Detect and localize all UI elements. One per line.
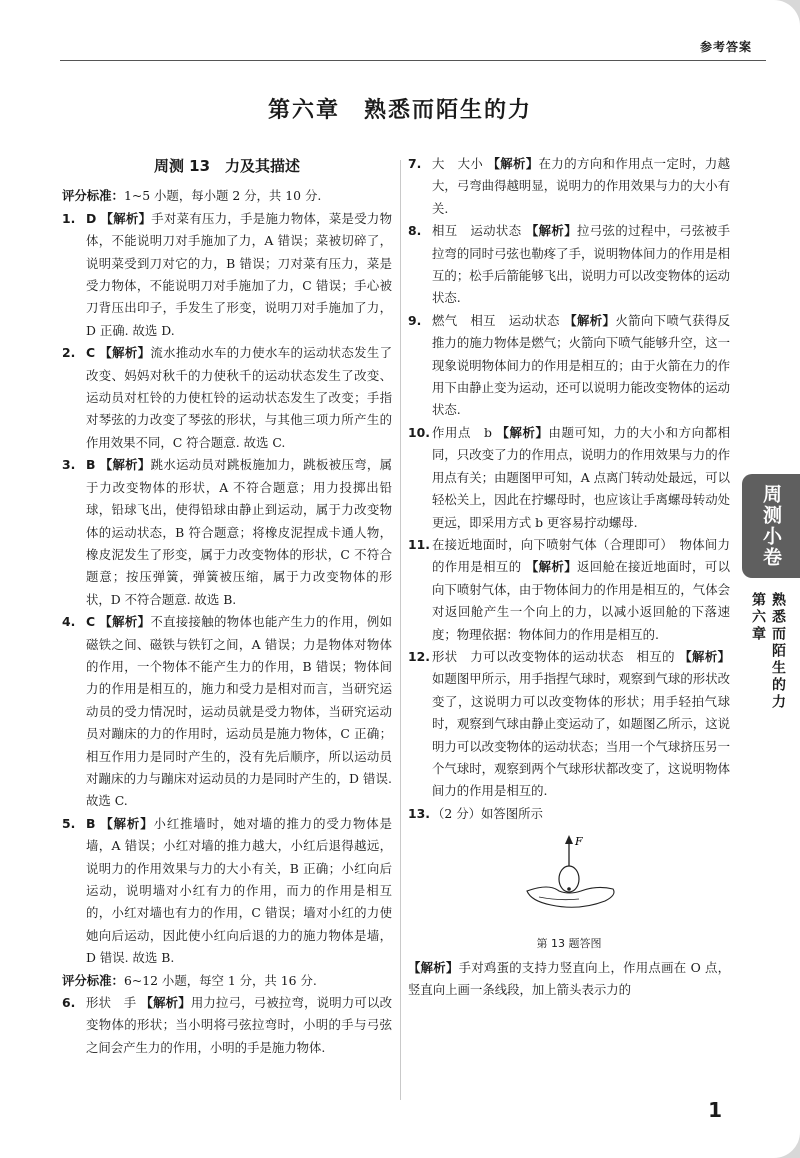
scoring-text: 1~5 小题，每小题 2 分，共 10 分. [123,188,322,204]
answer-item [62,454,392,611]
item-number: 2. [62,345,76,361]
answer-item-13 [408,803,730,825]
item-number: 10. [408,424,430,440]
answer-item [408,646,730,803]
item-number: 1. [62,210,76,226]
item-number: 9. [408,312,422,328]
left-column [62,153,392,1059]
item-number: 11. [408,536,430,552]
item-number: 6. [62,995,76,1011]
item-text: 由题可知，力的大小和方向都相同，只改变了力的作用点，说明力的作用效果与力的作用点有关；由题图甲可知，A 点离门转动处最远，可以轻松关上，因此在拧螺母时，也应该让手离螺母转动处更远，即采用方式 b 更容易拧动螺母. [432,424,731,530]
item-text: 不直接接触的物体也能产生力的作用，例如磁铁之间、磁铁与铁钉之间，A 错误；力是物体对物体的作用，一个物体不能产生力的作用，B 错误；物体间力的作用是相互的，施力和受力是相对而言，当研究运动员的受力情况时，运动员就是受力物体，当研究运动员对蹦床的力的作用时，运动员是施力物体，C 正确；相互作用力是同时产生的，没有先后顺序，所以运动员对蹦床的力与蹦床对运动员的力是同时产生的，D 错误. 故选 C. [86,614,393,809]
item-text: 流水推动水车的力使水车的运动状态发生了改变、妈妈对秋千的力使秋千的运动状态发生了改变、运动员对杠铃的力使杠铃的运动状态发生了改变；手指对琴弦的力改变了琴弦的形状，与其他三项力所产生的作用效果不同，C 符合题意. 故选 C. [86,345,393,450]
item-number: 12. [408,648,430,664]
right-items [408,153,730,803]
answer-item [408,422,730,534]
analysis-tag: 【解析】 [100,815,154,831]
item-13-analysis [408,957,730,1002]
side-tab: 周测小卷 [742,474,800,578]
analysis-tag: 【解析】 [140,995,191,1011]
item-body [86,992,392,1059]
item-answer: C [86,345,96,361]
item-body [86,342,392,454]
item-answer: 燃气 相互 运动状态 [432,312,560,328]
answer-item-6 [62,992,392,1059]
item-text: （2 分）如答图所示 [432,805,543,821]
item-body [432,422,730,534]
item-text: 在力的方向和作用点一定时，力越大，弓弯曲得越明显，说明力的作用效果与力的大小有关. [432,156,731,216]
answer-item [62,611,392,813]
side-chapter-title: 熟悉而陌生的力 [770,592,786,711]
item-text: 火箭向下喷气获得反推力的施力物体是燃气；火箭向下喷气能够升空，这一现象说明物体间力的作用是相互的；由于火箭在力的作用下由静止变为运动，还可以说明力能改变物体的运动状态. [432,312,731,418]
item-body [432,646,730,803]
item-body [86,208,392,342]
analysis-tag: 【解析】 [525,223,577,239]
item-text: 手对菜有压力，手是施力物体，菜是受力物体，不能说明刀对手施加了力，A 错误；菜被切碎了，说明菜受到刀对它的力，B 错误；刀对菜有压力，菜是受力物体，不能说明刀对手施加了力，C 错误；手心被刀背压出印子，手发生了形变，说明刀对手施加了力，D 正确. 故选 D. [86,210,392,338]
answer-item [408,153,730,220]
item-text: 如题图甲所示，用手指捏气球时，观察到气球的形状改变了，这说明力可以改变物体的形状；用手轻拍气球时，观察到气球由静止变运动了，如题图乙所示，这说明力可以改变物体的运动状态；当用一个气球挤压另一个气球时，观察到两个气球形状都改变了，这说明物体间力的作用是相互的. [432,671,730,799]
item-body [86,611,392,813]
item-text: 跳水运动员对跳板施加力，跳板被压弯，属于力改变物体的形状，A 不符合题意；用力投掷出铅球，铅球飞出，使得铅球由静止到运动，属于力改变物体的运动状态，B 符合题意；将橡皮泥捏成卡通人物，橡皮泥发生了形变，属于力改变物体的形状，C 不符合题意；按压弹簧，弹簧被压缩，属于力改变物体的形状，D 不符合题意. 故选 B. [86,457,393,607]
answer-item [62,208,392,342]
item-text: 用力拉弓，弓被拉弯，说明力可以改变物体的形状；当小明将弓弦拉弯时，小明的手与弓弦之间会产生力的作用，小明的手是施力物体. [86,995,392,1055]
scoring-label: 评分标准： [62,972,124,988]
answer-item [408,310,730,422]
item-text: 拉弓弦的过程中，弓弦被手拉弯的同时弓弦也勒疼了手，说明物体间力的作用是相互的；松手后箭能够飞出，说明力可以改变物体的运动状态. [432,223,731,306]
analysis-tag: 【解析】 [99,614,151,630]
column-divider [400,160,401,1100]
item-answer: D [86,210,97,226]
item-number: 8. [408,223,422,239]
chapter-title: 第六章 熟悉而陌生的力 [267,98,532,123]
item-body [432,534,730,646]
force-arrow-head [565,835,573,844]
item-answer: 相互 运动状态 [432,223,522,239]
section-title: 周测 13 力及其描述 [153,157,301,175]
action-point [567,887,571,891]
left-items [62,208,392,970]
header-label: 参考答案 [699,40,752,54]
scoring-standard-1 [62,185,392,207]
analysis-tag: 【解析】 [496,424,549,440]
item-number: 7. [408,156,422,171]
page-number: 1 [708,1098,722,1122]
item-body [432,310,730,422]
item-answer: 形状 力可以改变物体的运动状态 相互的 [432,648,675,664]
header-rule [60,60,766,61]
answer-item [408,534,730,646]
item-number: 3. [62,457,76,473]
right-column [408,153,730,1002]
item-answer: 形状 手 [86,995,137,1011]
figure-caption: 第 13 题答图 [536,936,602,950]
analysis-tag: 【解析】 [99,345,151,361]
figure-13 [408,831,730,930]
item-number: 5. [62,815,76,831]
item-body [86,813,392,970]
answer-item [408,220,730,310]
item-answer: B [86,457,96,473]
analysis-tag: 【解析】 [99,457,151,473]
item-answer: 在接近地面时，向下喷射气体（合理即可） 物体间力的作用是相互的 [432,536,730,575]
item-body [432,220,730,310]
item-answer: B [86,815,96,831]
item-answer: 大 大小 [432,156,484,171]
item-body [432,153,730,220]
item-text: 小红推墙时，她对墙的推力的受力物体是墙，A 错误；小红对墙的推力越大，小红后退得越远，说明力的作用效果与力的大小有关，B 正确；小红向后运动，说明墙对小红有力的作用，而力的作用是相互的，小红对墙也有力的作用，C 错误；墙对小红的力使她向后运动，因此使小红向后退的力的施力物体是墙，D 错误. 故选 B. [86,815,393,966]
analysis-tag: 【解析】 [564,312,616,328]
item-number: 4. [62,614,76,630]
item-answer: C [86,614,96,630]
item-answer: 作用点 b [432,424,492,440]
side-chapter-label: 第六章 [750,592,766,643]
scoring-label: 评分标准： [62,188,124,204]
analysis-tag: 【解析】 [679,648,731,664]
answer-item [62,342,392,454]
answer-item [62,813,392,970]
analysis-tag: 【解析】 [487,156,539,171]
scoring-text: 6~12 小题，每空 1 分，共 16 分. [123,972,317,988]
hand-egg-diagram [509,831,629,923]
scoring-standard-2 [62,970,392,992]
analysis-text: 手对鸡蛋的支持力竖直向上，作用点画在 O 点，竖直向上画一条线段，加上箭头表示力的 [408,960,730,998]
analysis-tag: 【解析】 [100,210,152,226]
analysis-tag: 【解析】 [525,559,577,575]
analysis-tag: 【解析】 [408,960,459,975]
force-label: F [575,835,583,849]
item-number: 13. [408,805,430,821]
item-body [86,454,392,611]
item-text: 返回舱在接近地面时，可以向下喷射气体，由于物体间力的作用是相互的，气体会对返回舱产生一个向上的力，以减小返回舱的下落速度；物理依据：物体间力的作用是相互的. [432,559,731,642]
